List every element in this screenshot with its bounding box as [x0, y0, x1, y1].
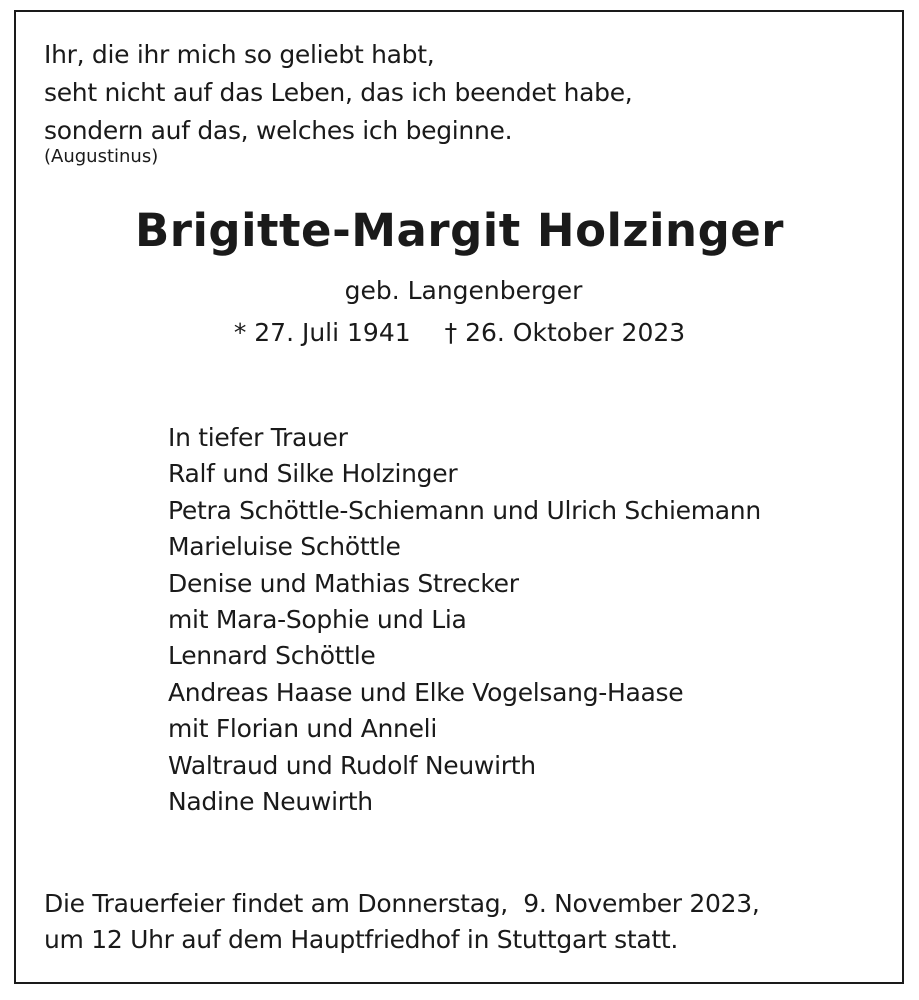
- mourner-line: Ralf und Silke Holzinger: [168, 459, 458, 489]
- quote-line: seht nicht auf das Leben, das ich beendet habe,: [44, 78, 633, 107]
- mourner-line: Marieluise Schöttle: [168, 532, 401, 562]
- quote-line: Ihr, die ihr mich so geliebt habt,: [44, 40, 435, 69]
- mourners-list: [168, 420, 761, 820]
- funeral-service-info: [44, 886, 760, 958]
- mourning-intro: In tiefer Trauer: [168, 423, 348, 452]
- birth-date: * 27. Juli 1941: [233, 318, 411, 347]
- epigraph-quote: [44, 36, 632, 150]
- mourner-line: Andreas Haase und Elke Vogelsang-Haase: [168, 677, 684, 707]
- life-dates: [0, 316, 919, 350]
- mourner-line: Denise und Mathias Strecker: [168, 568, 519, 598]
- mourner-line: mit Florian und Anneli: [168, 714, 437, 744]
- death-date: † 26. Oktober 2023: [444, 318, 686, 347]
- mourner-line: mit Mara-Sophie und Lia: [168, 605, 467, 635]
- birth-name: geb. Langenberger: [344, 276, 583, 305]
- quote-source: (Augustinus): [44, 146, 159, 167]
- mourner-line: Nadine Neuwirth: [168, 787, 373, 817]
- mourner-line: Petra Schöttle-Schiemann und Ulrich Schiemann: [168, 495, 761, 525]
- service-line: Die Trauerfeier findet am Donnerstag, 9. November 2023,: [44, 889, 760, 918]
- mourner-line: Lennard Schöttle: [168, 641, 376, 671]
- deceased-name: Brigitte-Margit Holzinger: [134, 204, 784, 257]
- service-line: um 12 Uhr auf dem Hauptfriedhof in Stuttgart statt.: [44, 925, 679, 954]
- quote-line: sondern auf das, welches ich beginne.: [44, 116, 513, 145]
- mourner-line: Waltraud und Rudolf Neuwirth: [168, 750, 536, 780]
